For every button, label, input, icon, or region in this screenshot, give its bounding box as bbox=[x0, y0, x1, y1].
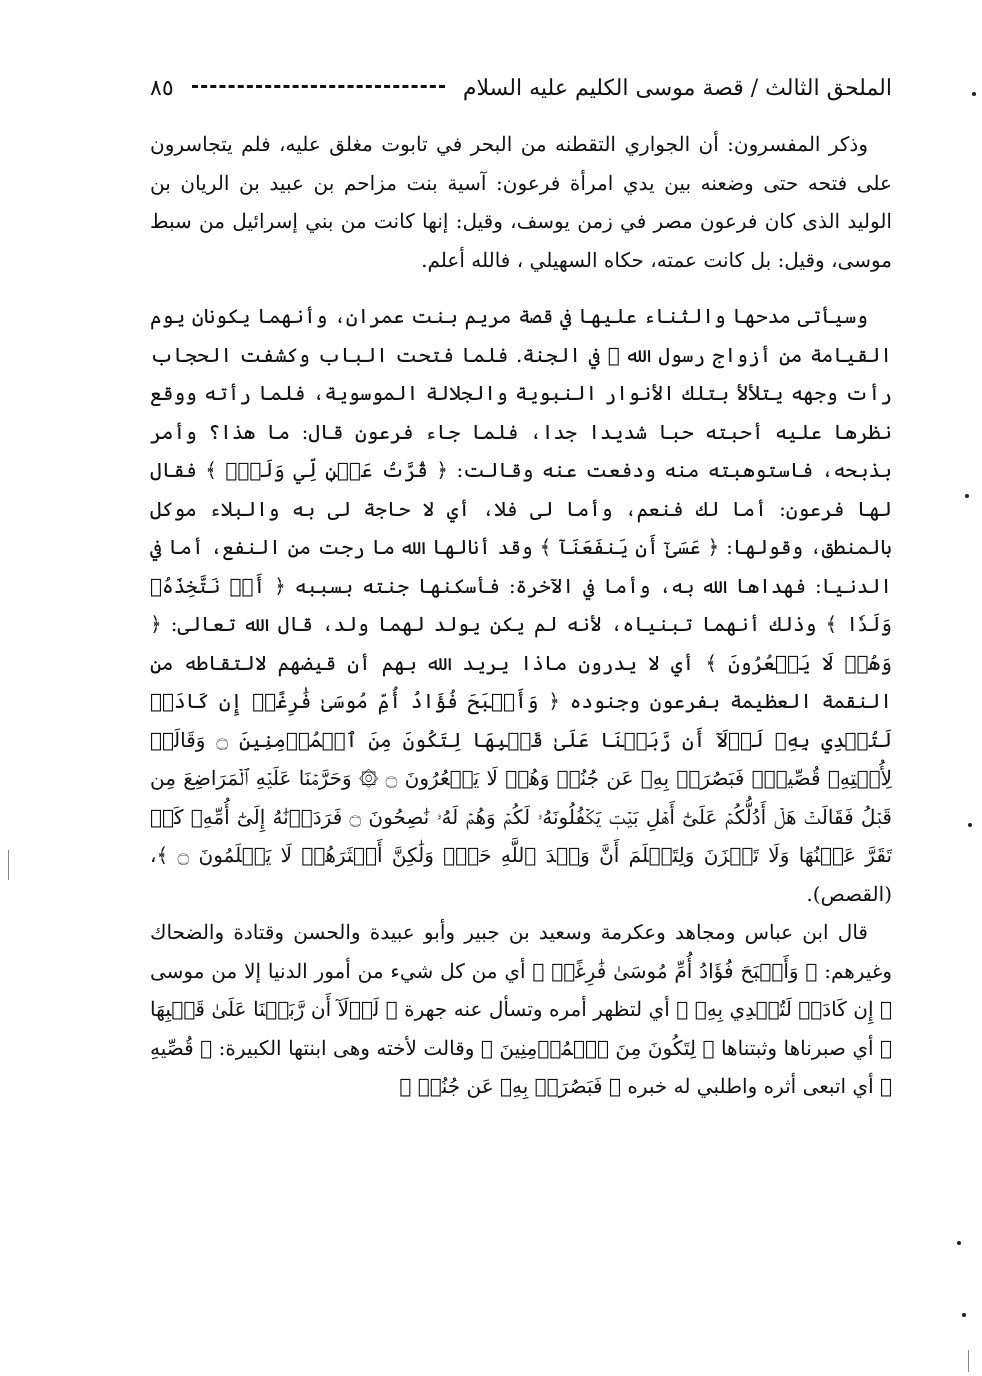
paragraph-3: قال ابن عباس ومجاهد وعكرمة وسعيد بن جبير وأبو عبيدة والحسن وقتادة والضحاك وغيرهم: ﴿ وَأَصۡبَحَ فُؤَادُ أُمِّ مُوسَىٰ فَٰرِغًاۖ ﴾ أي من كل شيء من أمور الدنيا إلا من موسى ﴿ إِن كَادَتۡ لَتُبۡدِي بِهِۦ ﴾ أي لتظهر أمره وتسأل عنه جهرة ﴿ لَوۡلَآ أَن رَّبَطۡنَا عَلَىٰ قَلۡبِهَا ﴾ أي صبرناها وثبتناها ﴿ لِتَكُونَ مِنَ ٱلۡمُؤۡمِنِينَ ﴾ وقالت لأخته وهى ابنتها الكبيرة: ﴿ قُصِّيهِ ﴾ أي اتبعى أثره واطلبي له خبره ﴿ فَبَصُرَتۡ بِهِۦ عَن جُنُبٖ ﴾ bbox=[150, 920, 892, 1098]
scan-mark-dot bbox=[957, 1241, 961, 1245]
scan-mark-dot bbox=[968, 823, 972, 827]
running-header bbox=[150, 68, 892, 108]
paragraph-1: وذكر المفسرون: أن الجواري التقطنه من البحر في تابوت مغلق عليه، فلم يتجاسرون على فتحه حتى وضعنه بين يدي امرأة فرعون: آسية بنت مزاحم بن عبيد بن الريان بن الوليد الذى كان فرعون مصر في زمن يوسف، وقيل: إنها كانت من بني إسرائيل من سبط موسى، وقيل: بل كانت عمته، حكاه السهيلي ، فالله أعلم. bbox=[150, 132, 892, 272]
scan-mark-dot bbox=[965, 494, 969, 498]
scan-edge-mark bbox=[968, 1350, 969, 1372]
page-number: ٨٥ bbox=[150, 75, 174, 101]
chapter-title: الملحق الثالث / قصة موسى الكليم عليه السلام bbox=[462, 75, 892, 101]
paragraph-2: وسيأتى مدحها والثناء عليها في قصة مريم بنت عمران، وأنهما يكونان يوم القيامة من أزواج رسول الله ﷺ في الجنة. فلما فتحت الباب وكشفت الحجاب رأت وجهه يتلألأ بتلك الأنوار النبوية والجلالة الموسوية، فلما رأته ووقع نظرها عليه أحبته حبا شديدا جدا، فلما جاء فرعون قال: ما هذا؟ وأمر بذبحه، فاستوهبته منه ودفعت عنه وقالت: ﴿ قُرَّتُ عَيۡنٖ لِّي وَلَكَۖ ﴾ فقال لها فرعون: أما لك فنعم، وأما لى فلا، أي لا حاجة لى به والبلاء موكل بالمنطق، وقولها: ﴿ عَسَىٰٓ أَن يَنفَعَنَآ ﴾ وقد أنالها الله ما رجت من النفع، أما في الدنيا: فهداها الله به، وأما في الآخرة: فأسكنها جنته بسببه ﴿ أَوۡ نَتَّخِذَهُۥ وَلَدٗا ﴾ وذلك أنهما تبنياه، لأنه لم يكن يولد لهما ولد، قال الله تعالى: ﴿ وَهُمۡ لَا يَشۡعُرُونَ ﴾ أي لا يدرون ماذا يريد الله بهم أن قيضهم لالتقاطه من النقمة العظيمة بفرعون وجنوده ﴿ وَأَصۡبَحَ فُؤَادُ أُمِّ مُوسَىٰ فَٰرِغًاۖ إِن كَادَتۡ لَتُبۡدِي بِهِۦ لَوۡلَآ أَن رَّبَطۡنَا عَلَىٰ قَلۡبِهَا لِتَكُونَ مِنَ ٱلۡمُؤۡمِنِينَ ۝ وَقَالَتۡ لِأُخۡتِهِۦ قُصِّيهِۖ فَبَصُرَتۡ بِهِۦ عَن جُنُبٖ وَهُمۡ لَا يَشۡعُرُونَ ۝ ۞ وَحَرَّمۡنَا عَلَيۡهِ ٱلۡمَرَاضِعَ مِن قَبۡلُ فَقَالَتۡ هَلۡ أَدُلُّكُمۡ عَلَىٰٓ أَهۡلِ بَيۡتٖ يَكۡفُلُونَهُۥ لَكُمۡ وَهُمۡ لَهُۥ نَٰصِحُونَ ۝ فَرَدَدۡنَٰهُ إِلَىٰٓ أُمِّهِۦ كَيۡ تَقَرَّ عَيۡنُهَا وَلَا تَحۡزَنَ وَلِتَعۡلَمَ أَنَّ وَعۡدَ ٱللَّهِ حَقّٞ وَلَٰكِنَّ أَكۡثَرَهُمۡ لَا يَعۡلَمُونَ ۝ ﴾، (القصص). bbox=[150, 304, 893, 906]
scan-mark-dot bbox=[972, 92, 976, 96]
scan-mark-dot bbox=[962, 1313, 966, 1317]
body-text bbox=[150, 125, 892, 1106]
scan-edge-mark bbox=[8, 850, 9, 880]
header-dashed-rule bbox=[192, 85, 445, 88]
